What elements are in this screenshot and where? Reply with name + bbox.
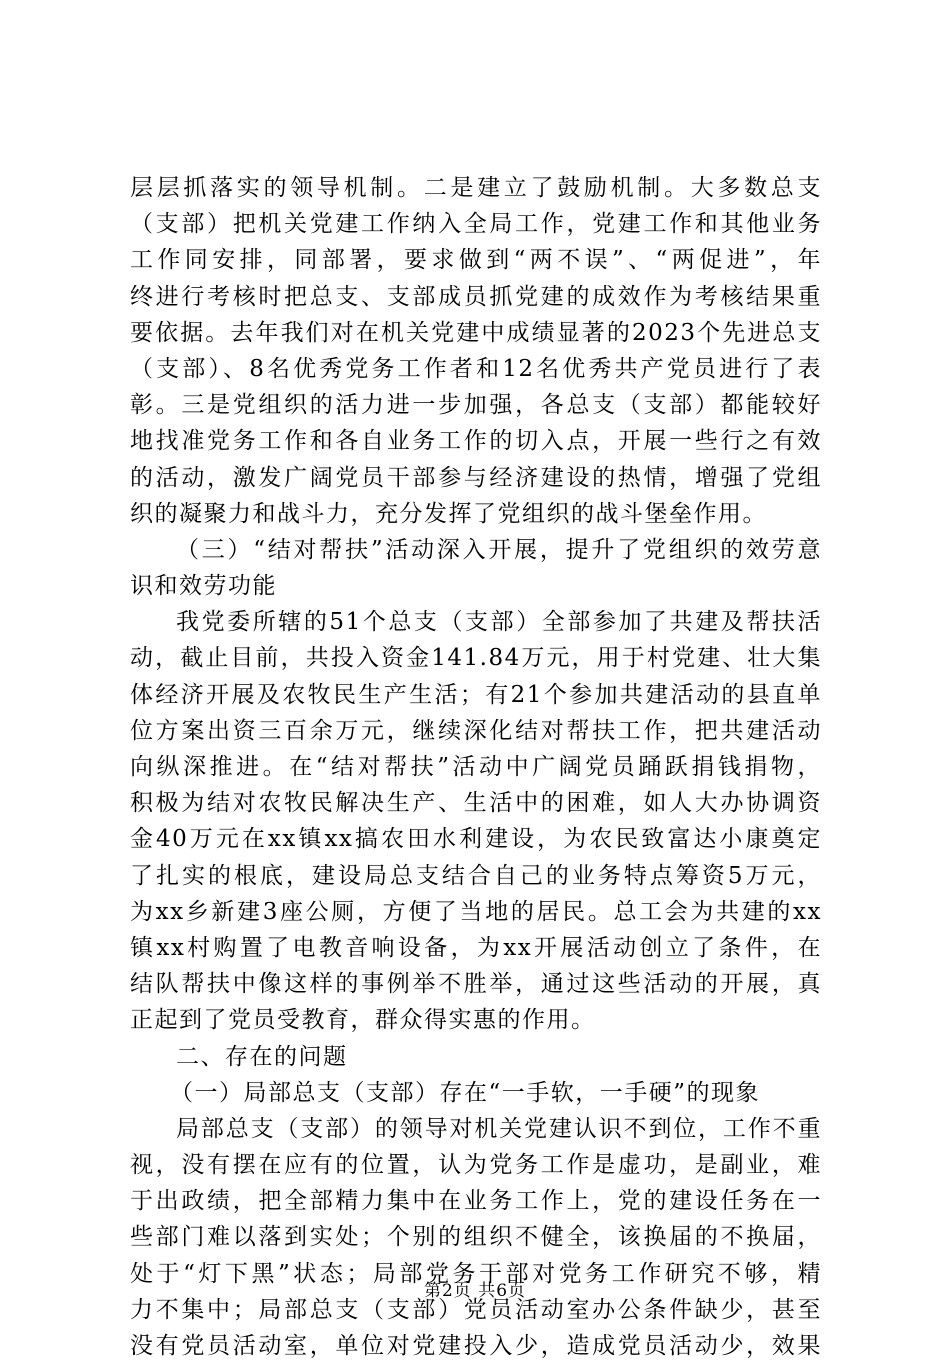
text-line: 为xx乡新建3座公厕，方便了当地的居民。总工会为共建的xx (130, 898, 822, 925)
text-line: 工作同安排，同部署，要求做到“两不误”、“两促进”，年 (130, 247, 822, 274)
text-line: 正起到了党员受教育，群众得实惠的作用。 (130, 1007, 596, 1034)
text-line: （支部）、8名优秀党务工作者和12名优秀共产党员进行了表 (130, 355, 822, 382)
text-line: 层层抓落实的领导机制。二是建立了鼓励机制。大多数总支 (130, 175, 822, 201)
section-heading: （三）“结对帮扶”活动深入开展，提升了党组织的效劳意 (176, 536, 822, 563)
text-line: 彰。三是党组织的活力进一步加强，各总支（支部）都能较好 (130, 392, 822, 419)
text-line: 地找准党务工作和各自业务工作的切入点，开展一些行之有效 (130, 428, 822, 455)
text-line: 没有党员活动室，单位对党建投入少，造成党员活动少，效果 (130, 1333, 822, 1359)
text-line: （支部）把机关党建工作纳入全局工作，党建工作和其他业务 (130, 211, 822, 238)
text-line: 位方案出资三百余万元，继续深化结对帮扶工作，把共建活动 (130, 717, 822, 744)
text-line: 于出政绩，把全部精力集中在业务工作上，党的建设任务在一 (130, 1188, 822, 1215)
text-line: 织的凝聚力和战斗力，充分发挥了党组织的战斗堡垒作用。 (130, 500, 767, 527)
text-line: 体经济开展及农牧民生产生活；有21个参加共建活动的县直单 (130, 681, 822, 708)
text-line: 结队帮扶中像这样的事例举不胜举，通过这些活动的开展，真 (130, 971, 822, 998)
text-line: 的活动，激发广阔党员干部参与经济建设的热情，增强了党组 (130, 464, 822, 491)
text-line: 镇xx村购置了电教音响设备，为xx开展活动创立了条件，在 (130, 934, 822, 961)
text-line: 视，没有摆在应有的位置，认为党务工作是虚功，是副业，难 (130, 1152, 822, 1179)
text-line: 金40万元在xx镇xx搞农田水利建设，为农民致富达小康奠定 (130, 826, 822, 853)
section-heading-continued: 识和效劳功能 (130, 573, 277, 600)
text-line: 了扎实的根底，建设局总支结合自己的业务特点筹资5万元， (130, 862, 822, 889)
page-number-footer: 第2页 共6页 (423, 1281, 527, 1301)
text-line: 局部总支（支部）的领导对机关党建认识不到位，工作不重 (176, 1115, 822, 1142)
text-line: 终进行考核时把总支、支部成员抓党建的成效作为考核结果重 (130, 283, 822, 310)
body-text (130, 170, 822, 1364)
text-line: 要依据。去年我们对在机关党建中成绩显著的2023个先进总支 (130, 319, 822, 346)
text-line: 向纵深推进。在“结对帮扶”活动中广阔党员踊跃捐钱捐物， (130, 754, 822, 780)
text-line: 我党委所辖的51个总支（支部）全部参加了共建及帮扶活 (176, 609, 822, 636)
section-heading: 二、存在的问题 (176, 1043, 348, 1070)
text-line: 些部门难以落到实处；个别的组织不健全，该换届的不换届， (130, 1224, 822, 1251)
text-line: 动，截止目前，共投入资金141.84万元，用于村党建、壮大集 (130, 645, 822, 672)
text-line: 积极为结对农牧民解决生产、生活中的困难，如人大办协调资 (130, 790, 822, 817)
text-line: 力不集中；局部总支（支部）党员活动室办公条件缺少，甚至 (130, 1296, 822, 1323)
text-line: 处于“灯下黑”状态；局部党务干部对党务工作研究不够，精 (130, 1260, 822, 1287)
subsection-heading: （一）局部总支（支部）存在“一手软，一手硬”的现象 (170, 1079, 761, 1106)
